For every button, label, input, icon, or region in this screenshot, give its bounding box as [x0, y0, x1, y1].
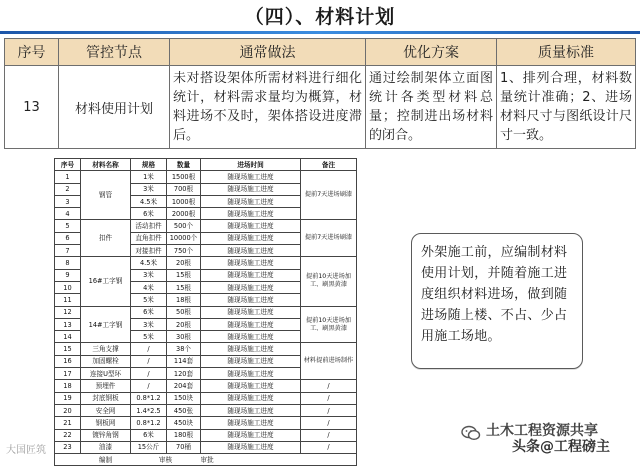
wechat-icon: [461, 425, 481, 441]
material-note: 材料提前进场制作: [301, 343, 357, 380]
row-standard: 1、排列合理，材料数量统计准确；2、进场材料尺寸与图纸设计尺寸一致。: [497, 66, 636, 149]
table-row: [55, 404, 357, 416]
table-row: [55, 417, 357, 429]
cell: 1500根: [167, 171, 201, 183]
cell: 21: [55, 417, 81, 429]
cell: /: [131, 380, 167, 392]
cell: 15根: [167, 281, 201, 293]
cell: 23: [55, 441, 81, 453]
cell: 30根: [167, 331, 201, 343]
cell: 150块: [167, 392, 201, 404]
note-text: 外架施工前，应编制材料使用计划，并随着施工进度组织材料进场，做到随进场随上楼、不占、少占用施工场地。: [421, 245, 568, 344]
cell: 随现场施工进度: [201, 245, 301, 257]
cell: 13: [55, 318, 81, 330]
cell: 随现场施工进度: [201, 380, 301, 392]
cell: 4.5米: [131, 195, 167, 207]
header-optimized: 优化方案: [366, 39, 497, 66]
cell: 随现场施工进度: [201, 281, 301, 293]
table-row: [55, 171, 357, 183]
cell: 3米: [131, 318, 167, 330]
material-name: 加固螺栓: [81, 355, 131, 367]
cell: 随现场施工进度: [201, 208, 301, 220]
page-title: （四）、材料计划: [244, 6, 396, 28]
material-name: 钢管: [81, 171, 131, 220]
mh-time: 进场时间: [201, 159, 301, 171]
cell: 180根: [167, 429, 201, 441]
cell: 450块: [167, 417, 201, 429]
cell: 700根: [167, 183, 201, 195]
cell: 22: [55, 429, 81, 441]
mh-note: 备注: [301, 159, 357, 171]
cell: 随现场施工进度: [201, 417, 301, 429]
cell: 7: [55, 245, 81, 257]
material-name: 钢板网: [81, 417, 131, 429]
material-note: 提前10天进场加工、刷黑黄漆: [301, 306, 357, 343]
materials-header: [55, 159, 357, 171]
cell: 6: [55, 232, 81, 244]
cell: 14: [55, 331, 81, 343]
cell: 16: [55, 355, 81, 367]
cell: 5: [55, 220, 81, 232]
material-name: 镀锌角钢: [81, 429, 131, 441]
cell: /: [131, 343, 167, 355]
cell: 120套: [167, 368, 201, 380]
cell: 20根: [167, 318, 201, 330]
row-usual: 未对搭设架体所需材料进行细化统计，材料需求量均为概算，材料进场不及时，架体搭设进度滞后。: [170, 66, 366, 149]
cell: 随现场施工进度: [201, 195, 301, 207]
cell: 70桶: [167, 441, 201, 453]
cell: 随现场施工进度: [201, 171, 301, 183]
cell: 活动扣件: [131, 220, 167, 232]
watermark-author: 头条@工程磅主: [512, 439, 610, 455]
cell: 0.8*1.2: [131, 417, 167, 429]
material-name: 封底钢板: [81, 392, 131, 404]
table-row: [55, 392, 357, 404]
material-name: 三角支撑: [81, 343, 131, 355]
cell: 6米: [131, 208, 167, 220]
material-note: /: [301, 441, 357, 453]
materials-sheet: [54, 158, 356, 464]
table-row: [55, 343, 357, 355]
row-num: 13: [5, 66, 59, 149]
materials-table: [54, 158, 357, 466]
table-row: [55, 257, 357, 269]
watermark-source: 土木工程资源共享: [486, 423, 598, 439]
cell: 随现场施工进度: [201, 429, 301, 441]
cell: 500个: [167, 220, 201, 232]
table-row: [5, 66, 636, 149]
material-note: /: [301, 380, 357, 392]
material-note: 提前7天进场刷漆: [301, 220, 357, 257]
cell: 随现场施工进度: [201, 355, 301, 367]
footer-shenpi: 审批: [201, 454, 301, 466]
cell: 450张: [167, 404, 201, 416]
cell: 随现场施工进度: [201, 368, 301, 380]
plan-table-header: [5, 39, 636, 66]
cell: 15公斤: [131, 441, 167, 453]
material-note: 提前7天进场刷漆: [301, 171, 357, 220]
mh-name: 材料名称: [81, 159, 131, 171]
cell: 4.5米: [131, 257, 167, 269]
row-optimized: 通过绘制架体立面图统计各类型材料总量；控制进出场材料的闭合。: [366, 66, 497, 149]
cell: 2: [55, 183, 81, 195]
cell: 随现场施工进度: [201, 343, 301, 355]
material-note: /: [301, 417, 357, 429]
cell: 19: [55, 392, 81, 404]
cell: 8: [55, 257, 81, 269]
cell: 114套: [167, 355, 201, 367]
cell: /: [131, 368, 167, 380]
cell: 6米: [131, 306, 167, 318]
cell: 随现场施工进度: [201, 318, 301, 330]
cell: 9: [55, 269, 81, 281]
table-row: [55, 220, 357, 232]
cell: 4米: [131, 281, 167, 293]
material-name: 预埋件: [81, 380, 131, 392]
table-row: [55, 441, 357, 453]
cell: 0.8*1.2: [131, 392, 167, 404]
note-box: [411, 233, 583, 369]
material-note: /: [301, 392, 357, 404]
cell: 随现场施工进度: [201, 183, 301, 195]
cell: 随现场施工进度: [201, 257, 301, 269]
footer-bianzhi: 编制: [81, 454, 131, 466]
cell: 20: [55, 404, 81, 416]
cell: 5米: [131, 294, 167, 306]
cell: 随现场施工进度: [201, 220, 301, 232]
cell: 11: [55, 294, 81, 306]
cell: 15: [55, 343, 81, 355]
header-seq: 序号: [5, 39, 59, 66]
cell: 1米: [131, 171, 167, 183]
watermark-left: 大国匠筑: [6, 445, 46, 456]
mh-seq: 序号: [55, 159, 81, 171]
cell: 6米: [131, 429, 167, 441]
cell: 1.4*2.5: [131, 404, 167, 416]
header-node: 管控节点: [59, 39, 170, 66]
table-row: [55, 380, 357, 392]
cell: 对接扣件: [131, 245, 167, 257]
material-name: 扣件: [81, 220, 131, 257]
material-name: 油漆: [81, 441, 131, 453]
row-node: 材料使用计划: [59, 66, 170, 149]
material-note: /: [301, 429, 357, 441]
header-usual: 通常做法: [170, 39, 366, 66]
mh-spec: 规格: [131, 159, 167, 171]
table-row: [55, 306, 357, 318]
cell: 10000个: [167, 232, 201, 244]
title-underline: [0, 31, 640, 34]
cell: 随现场施工进度: [201, 441, 301, 453]
cell: 随现场施工进度: [201, 306, 301, 318]
cell: 18: [55, 380, 81, 392]
footer-shenhe: 审核: [131, 454, 201, 466]
materials-footer: [55, 454, 357, 466]
mh-qty: 数量: [167, 159, 201, 171]
cell: 4: [55, 208, 81, 220]
cell: 18根: [167, 294, 201, 306]
cell: 1000根: [167, 195, 201, 207]
material-name: 14#工字钢: [81, 306, 131, 343]
material-name: 连接U型环: [81, 368, 131, 380]
cell: 3米: [131, 269, 167, 281]
cell: 17: [55, 368, 81, 380]
cell: 随现场施工进度: [201, 232, 301, 244]
plan-table: [4, 38, 636, 149]
material-name: 安全网: [81, 404, 131, 416]
cell: 38个: [167, 343, 201, 355]
cell: 2000根: [167, 208, 201, 220]
cell: 直角扣件: [131, 232, 167, 244]
header-standard: 质量标准: [497, 39, 636, 66]
cell: 随现场施工进度: [201, 404, 301, 416]
cell: 5米: [131, 331, 167, 343]
cell: 随现场施工进度: [201, 294, 301, 306]
material-note: /: [301, 404, 357, 416]
cell: 3: [55, 195, 81, 207]
cell: 3米: [131, 183, 167, 195]
cell: 随现场施工进度: [201, 392, 301, 404]
cell: 50根: [167, 306, 201, 318]
cell: 750个: [167, 245, 201, 257]
material-note: 提前10天进场加工、刷黑黄漆: [301, 257, 357, 306]
cell: 20根: [167, 257, 201, 269]
cell: 1: [55, 171, 81, 183]
material-name: 16#工字钢: [81, 257, 131, 306]
cell: 204套: [167, 380, 201, 392]
cell: /: [131, 355, 167, 367]
cell: 15根: [167, 269, 201, 281]
cell: 10: [55, 281, 81, 293]
cell: 12: [55, 306, 81, 318]
cell: 随现场施工进度: [201, 331, 301, 343]
table-row: [55, 429, 357, 441]
cell: 随现场施工进度: [201, 269, 301, 281]
